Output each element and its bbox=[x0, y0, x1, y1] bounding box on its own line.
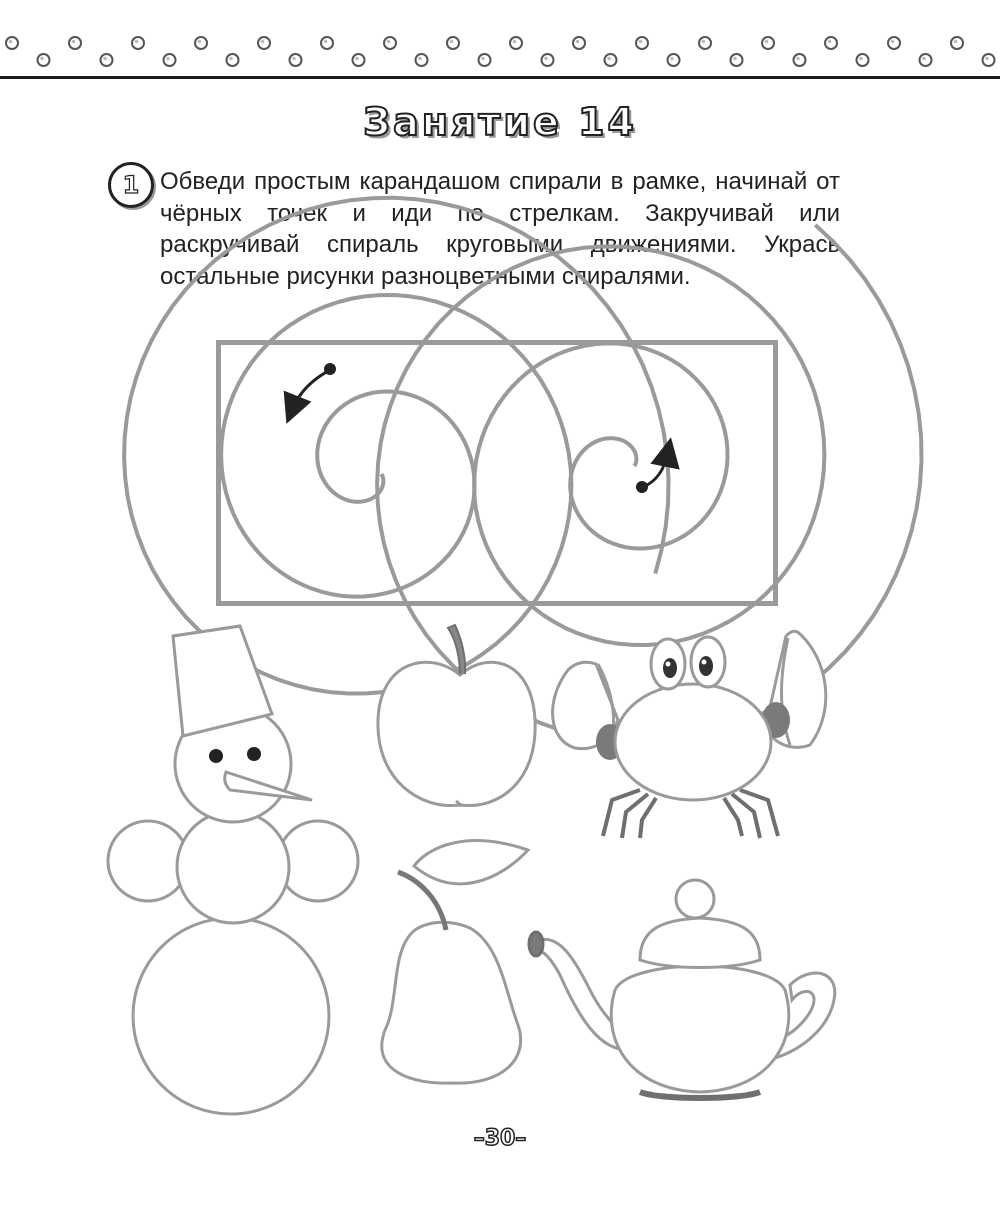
apple bbox=[378, 625, 535, 806]
pear bbox=[382, 841, 528, 1084]
task-number-badge: 1 bbox=[108, 162, 154, 208]
task-instruction: Обведи простым карандашом спирали в рамке, начинай от чёрных точек и иди по стрелкам. Закручивай или раскручивай спираль круговыми движениями. Укрась остальные рисунки разноцветными спиралями. bbox=[160, 168, 840, 290]
teapot bbox=[529, 880, 835, 1098]
start-arrow-right bbox=[636, 452, 668, 493]
snowman bbox=[108, 626, 358, 1114]
lesson-title: Занятие 14 bbox=[363, 100, 637, 144]
start-arrow-left bbox=[292, 363, 336, 410]
page-number: –30– bbox=[473, 1126, 527, 1151]
crab bbox=[553, 631, 826, 838]
